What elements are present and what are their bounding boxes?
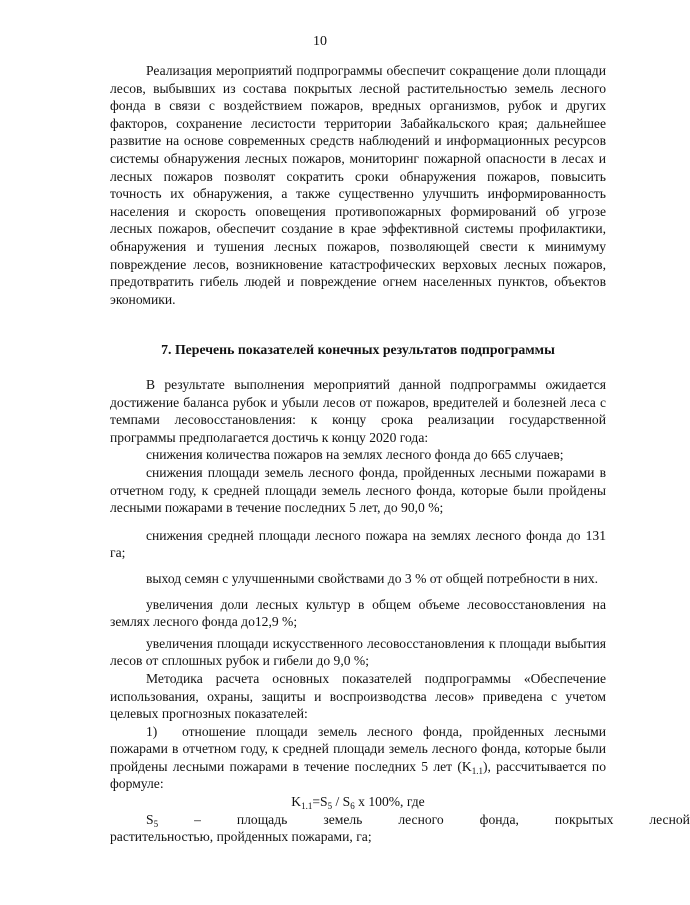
formula-s6-sub: 6 [350,801,355,812]
formula [110,793,606,811]
definition-word: площадь [236,811,288,827]
list-item-number: 1) [146,723,158,739]
list-item-text-end: ), рассчитывается по формуле: [110,758,607,792]
definition-word: лесного [398,811,444,827]
section-intro: В результате выполнения мероприятий данной подпрограммы ожидается достижение баланса рубок и убыли лесов от пожаров, вредителей и болезней леса с темпами лесовосстановления: к концу срока реализации государственной программы предполагается достичь к концу 2020 года: [110,377,606,445]
definition-word: фонда, [479,811,519,827]
target-item: выход семян с улучшенными свойствами до 3 % от общей потребности в них. [146,570,599,586]
definition-word: покрытых [554,811,614,827]
page-number: 10 [313,34,327,49]
formula-k-sub: 1.1 [301,801,313,812]
formula-k: K [291,794,302,810]
definition-line [110,811,690,829]
formula-s5-sub: 5 [327,801,333,812]
target-item: увеличения доли лесных культур в общем объеме лесовосстановления на землях лесного фонда до12,9 %; [110,596,606,630]
target-item: снижения площади земель лесного фонда, пройденных лесными пожарами в отчетном году, к средней площади земель лесного фонда, которые были пройдены лесными пожарами в течение последних 5 лет, до 90,0 %; [110,464,606,516]
definition-word: лесной [649,811,690,827]
methodology-paragraph: Методика расчета основных показателей подпрограммы «Обеспечение использования, охраны, защиты и воспроизводства лесов» приведена с учетом целевых прогнозных показателей: [110,670,606,722]
definition-symbol: $S_5$ [146,811,159,829]
subscript: 1.1 [471,765,483,776]
section-heading-block [110,341,606,359]
target-item: увеличения площади искусственного лесовосстановления к площади выбытия лесов от сплошных рубок и гибели до 9,0 %; [110,635,606,669]
section-body [110,376,690,846]
target-item: снижения средней площади лесного пожара на землях лесного фонда до 131 га; [110,527,606,561]
formula-eq: =S [312,794,328,810]
intro-paragraph: Реализация мероприятий подпрограммы обеспечит сокращение доли площади лесов, выбывших из состава покрытых лесной растительностью земель лесного фонда в связи с воздействием пожаров, вредных организмов, рубок и других факторов, сохранение лесистости территории Забайкальского края; дальнейшее развитие на основе современных средств наблюдений и информационных ресурсов системы обнаружения лесных пожаров, мониторинг пожарной опасности в лесах и лесных пожаров позволят сократить сроки обнаружения пожаров, повысить точность их обнаружения, а также существенно улучшить информированность населения и скорость оповещения противопожарных формирований об угрозе лесных пожаров, обеспечит создание в крае эффективной системы профилактики, обнаружения и тушения лесных пожаров, позволяющей свести к минимуму повреждение лесов, возникновение катастрофических верховых лесных пожаров, предотвратить гибель людей и повреждение огнем населенных пунктов, объектов экономики. [110,63,606,307]
list-item-1 [110,723,606,793]
section-heading: 7. Перечень показателей конечных результатов подпрограммы [161,342,555,357]
definition-continuation: растительностью, пройденных пожарами, га; [110,829,372,845]
target-item: снижения количества пожаров на землях лесного фонда до 665 случаев; [146,447,564,463]
formula-rest: x 100%, где [354,794,425,810]
definition-word: земель [323,811,363,827]
list-item-text: отношение площади земель лесного фонда, пройденных лесными пожарами в отчетном году, к средней площади земель лесного фонда, которые были пройдены лесными пожарами в течение последних 5 лет (K [110,723,606,774]
body-text [110,62,606,308]
definition-word: – [194,811,201,827]
formula-div: / S [332,794,351,810]
